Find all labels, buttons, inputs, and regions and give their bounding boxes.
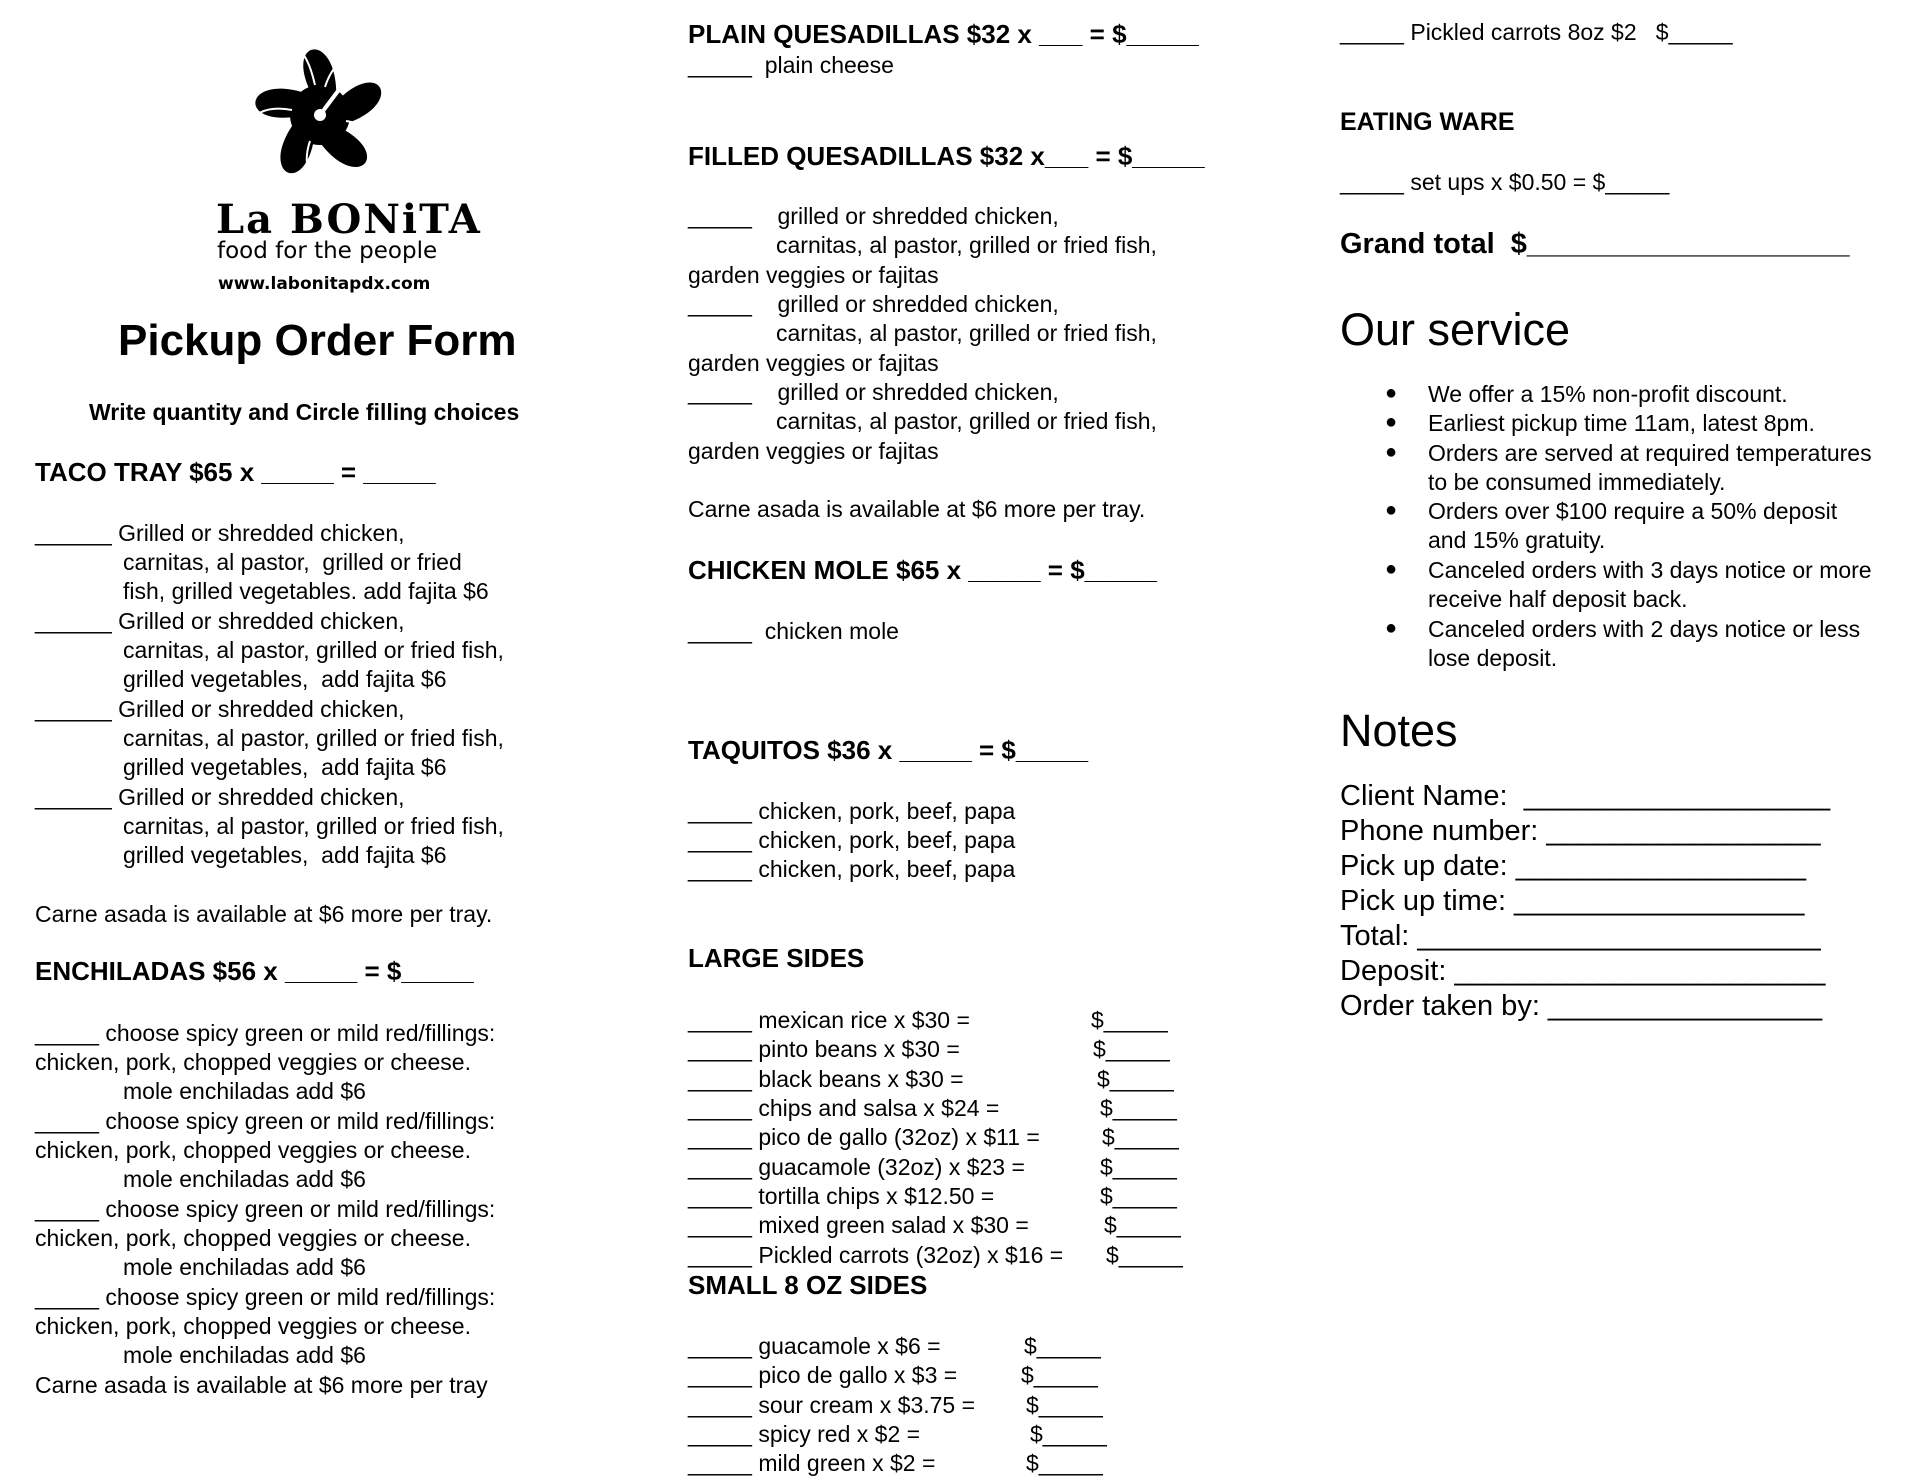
deposit-field[interactable]: Deposit: _______________________: [1340, 955, 1826, 987]
enchilada-option-line: mole enchiladas add $6: [123, 1254, 366, 1280]
service-item: Earliest pickup time 11am, latest 8pm.: [1428, 410, 1815, 436]
filled-quesadillas-note: Carne asada is available at $6 more per tray.: [688, 496, 1146, 522]
side-item-label[interactable]: _____ black beans x $30 =: [688, 1066, 964, 1092]
notes-header: Notes: [1340, 705, 1458, 756]
taco-option-line: grilled vegetables, add fajita $6: [123, 666, 447, 692]
service-item: Orders over $100 require a 50% deposit: [1428, 498, 1838, 524]
service-header: Our service: [1340, 304, 1571, 355]
enchiladas-header: ENCHILADAS $56 x _____ = $_____: [35, 956, 474, 986]
taquitos-line[interactable]: _____ chicken, pork, beef, papa: [688, 827, 1016, 853]
filled-quesadillas-header: FILLED QUESADILLAS $32 x___ = $_____: [688, 141, 1205, 171]
side-item-total[interactable]: $_____: [1093, 1036, 1170, 1062]
bullet-icon: ●: [1385, 558, 1398, 580]
enchilada-option-line: chicken, pork, chopped veggies or cheese.: [35, 1313, 471, 1339]
filled-option-line: garden veggies or fajitas: [688, 350, 939, 376]
side-item-label[interactable]: _____ tortilla chips x $12.50 =: [688, 1183, 995, 1209]
filled-option-line[interactable]: _____ grilled or shredded chicken,: [688, 203, 1059, 229]
enchilada-option-line[interactable]: _____ choose spicy green or mild red/fillings:: [35, 1284, 496, 1310]
side-item-total[interactable]: $_____: [1100, 1183, 1177, 1209]
enchilada-option-line[interactable]: _____ choose spicy green or mild red/fillings:: [35, 1108, 496, 1134]
taco-tray-header: TACO TRAY $65 x _____ = _____: [35, 457, 436, 487]
service-item: and 15% gratuity.: [1428, 527, 1606, 553]
taco-option-line[interactable]: ______ Grilled or shredded chicken,: [35, 784, 405, 810]
large-sides-header: LARGE SIDES: [688, 943, 865, 973]
brand-url[interactable]: www.labonitapdx.com: [218, 274, 431, 294]
bullet-icon: ●: [1385, 441, 1398, 463]
service-item: Orders are served at required temperatures: [1428, 440, 1872, 466]
filled-option-line: carnitas, al pastor, grilled or fried fish,: [776, 408, 1157, 434]
enchilada-option-line: mole enchiladas add $6: [123, 1166, 366, 1192]
chicken-mole-header: CHICKEN MOLE $65 x _____ = $_____: [688, 555, 1157, 585]
client-name-field[interactable]: Client Name: ___________________: [1340, 780, 1831, 812]
pickup-date-field[interactable]: Pick up date: __________________: [1340, 850, 1807, 882]
small-side-total[interactable]: $_____: [1024, 1333, 1101, 1359]
side-item-label[interactable]: _____ chips and salsa x $24 =: [688, 1095, 1000, 1121]
brand-tagline: food for the people: [217, 238, 438, 264]
enchilada-option-line: chicken, pork, chopped veggies or cheese.: [35, 1049, 471, 1075]
hibiscus-flower-icon: [225, 30, 415, 195]
bullet-icon: ●: [1385, 499, 1398, 521]
grand-total[interactable]: Grand total $____________________: [1340, 228, 1850, 260]
side-item-label[interactable]: _____ mexican rice x $30 =: [688, 1007, 970, 1033]
setups-line[interactable]: _____ set ups x $0.50 = $_____: [1340, 169, 1670, 195]
phone-number-field[interactable]: Phone number: _________________: [1340, 815, 1821, 847]
total-field[interactable]: Total: _________________________: [1340, 920, 1821, 952]
taco-option-line[interactable]: ______ Grilled or shredded chicken,: [35, 520, 405, 546]
taquitos-line[interactable]: _____ chicken, pork, beef, papa: [688, 856, 1016, 882]
brand-name: La BONiTA: [216, 196, 482, 243]
side-item-label[interactable]: _____ mixed green salad x $30 =: [688, 1212, 1029, 1238]
side-item-total[interactable]: $_____: [1104, 1212, 1181, 1238]
taco-option-line: carnitas, al pastor, grilled or fried fish,: [123, 637, 504, 663]
service-item: lose deposit.: [1428, 645, 1558, 671]
taco-option-line[interactable]: ______ Grilled or shredded chicken,: [35, 608, 405, 634]
filled-option-line: garden veggies or fajitas: [688, 262, 939, 288]
side-item-label[interactable]: _____ guacamole (32oz) x $23 =: [688, 1154, 1025, 1180]
order-taken-by-field[interactable]: Order taken by: _________________: [1340, 990, 1823, 1022]
service-item: receive half deposit back.: [1428, 586, 1688, 612]
taco-option-line: grilled vegetables, add fajita $6: [123, 842, 447, 868]
small-side-total[interactable]: $_____: [1021, 1362, 1098, 1388]
chicken-mole-line[interactable]: _____ chicken mole: [688, 618, 899, 644]
plain-quesadillas-header: PLAIN QUESADILLAS $32 x ___ = $_____: [688, 19, 1199, 49]
side-item-total[interactable]: $_____: [1106, 1242, 1183, 1268]
small-side-label[interactable]: _____ pico de gallo x $3 =: [688, 1362, 958, 1388]
pickled-carrots-small-line[interactable]: _____ Pickled carrots 8oz $2 $_____: [1340, 19, 1733, 45]
taco-option-line: carnitas, al pastor, grilled or fried: [123, 549, 462, 575]
taco-option-line: carnitas, al pastor, grilled or fried fish,: [123, 725, 504, 751]
side-item-total[interactable]: $_____: [1102, 1124, 1179, 1150]
small-side-total[interactable]: $_____: [1026, 1392, 1103, 1418]
taquitos-header: TAQUITOS $36 x _____ = $_____: [688, 735, 1089, 765]
enchilada-option-line: mole enchiladas add $6: [123, 1342, 366, 1368]
enchilada-option-line: chicken, pork, chopped veggies or cheese.: [35, 1225, 471, 1251]
taco-option-line: fish, grilled vegetables. add fajita $6: [123, 578, 489, 604]
service-item: Canceled orders with 3 days notice or more: [1428, 557, 1872, 583]
side-item-label[interactable]: _____ Pickled carrots (32oz) x $16 =: [688, 1242, 1064, 1268]
eating-ware-header: EATING WARE: [1340, 108, 1515, 136]
small-side-total[interactable]: $_____: [1026, 1450, 1103, 1476]
taco-tray-note: Carne asada is available at $6 more per tray.: [35, 901, 493, 927]
small-side-label[interactable]: _____ mild green x $2 =: [688, 1450, 936, 1476]
small-side-total[interactable]: $_____: [1030, 1421, 1107, 1447]
taco-option-line[interactable]: ______ Grilled or shredded chicken,: [35, 696, 405, 722]
page-title: Pickup Order Form: [118, 316, 517, 365]
service-item: Canceled orders with 2 days notice or less: [1428, 616, 1861, 642]
taco-option-line: grilled vegetables, add fajita $6: [123, 754, 447, 780]
service-item: We offer a 15% non-profit discount.: [1428, 381, 1788, 407]
bullet-icon: ●: [1385, 382, 1398, 404]
taquitos-line[interactable]: _____ chicken, pork, beef, papa: [688, 798, 1016, 824]
enchilada-option-line[interactable]: _____ choose spicy green or mild red/fillings:: [35, 1020, 496, 1046]
small-side-label[interactable]: _____ spicy red x $2 =: [688, 1421, 921, 1447]
small-side-label[interactable]: _____ guacamole x $6 =: [688, 1333, 941, 1359]
side-item-total[interactable]: $_____: [1100, 1154, 1177, 1180]
bullet-icon: ●: [1385, 617, 1398, 639]
enchilada-option-line: mole enchiladas add $6: [123, 1078, 366, 1104]
side-item-label[interactable]: _____ pico de gallo (32oz) x $11 =: [688, 1124, 1040, 1150]
filled-option-line: carnitas, al pastor, grilled or fried fish,: [776, 232, 1157, 258]
pickup-time-field[interactable]: Pick up time: __________________: [1340, 885, 1805, 917]
filled-option-line: carnitas, al pastor, grilled or fried fish,: [776, 320, 1157, 346]
enchiladas-note: Carne asada is available at $6 more per tray: [35, 1372, 488, 1398]
form-instructions: Write quantity and Circle filling choices: [89, 399, 520, 425]
small-side-label[interactable]: _____ sour cream x $3.75 =: [688, 1392, 976, 1418]
service-item: to be consumed immediately.: [1428, 469, 1726, 495]
small-sides-header: SMALL 8 OZ SIDES: [688, 1270, 928, 1300]
side-item-total[interactable]: $_____: [1100, 1095, 1177, 1121]
taco-option-line: carnitas, al pastor, grilled or fried fish,: [123, 813, 504, 839]
plain-quesadillas-line[interactable]: _____ plain cheese: [688, 52, 894, 78]
filled-option-line[interactable]: _____ grilled or shredded chicken,: [688, 379, 1059, 405]
side-item-label[interactable]: _____ pinto beans x $30 =: [688, 1036, 960, 1062]
side-item-total[interactable]: $_____: [1091, 1007, 1168, 1033]
filled-option-line: garden veggies or fajitas: [688, 438, 939, 464]
bullet-icon: ●: [1385, 411, 1398, 433]
enchilada-option-line: chicken, pork, chopped veggies or cheese.: [35, 1137, 471, 1163]
side-item-total[interactable]: $_____: [1097, 1066, 1174, 1092]
filled-option-line[interactable]: _____ grilled or shredded chicken,: [688, 291, 1059, 317]
enchilada-option-line[interactable]: _____ choose spicy green or mild red/fillings:: [35, 1196, 496, 1222]
